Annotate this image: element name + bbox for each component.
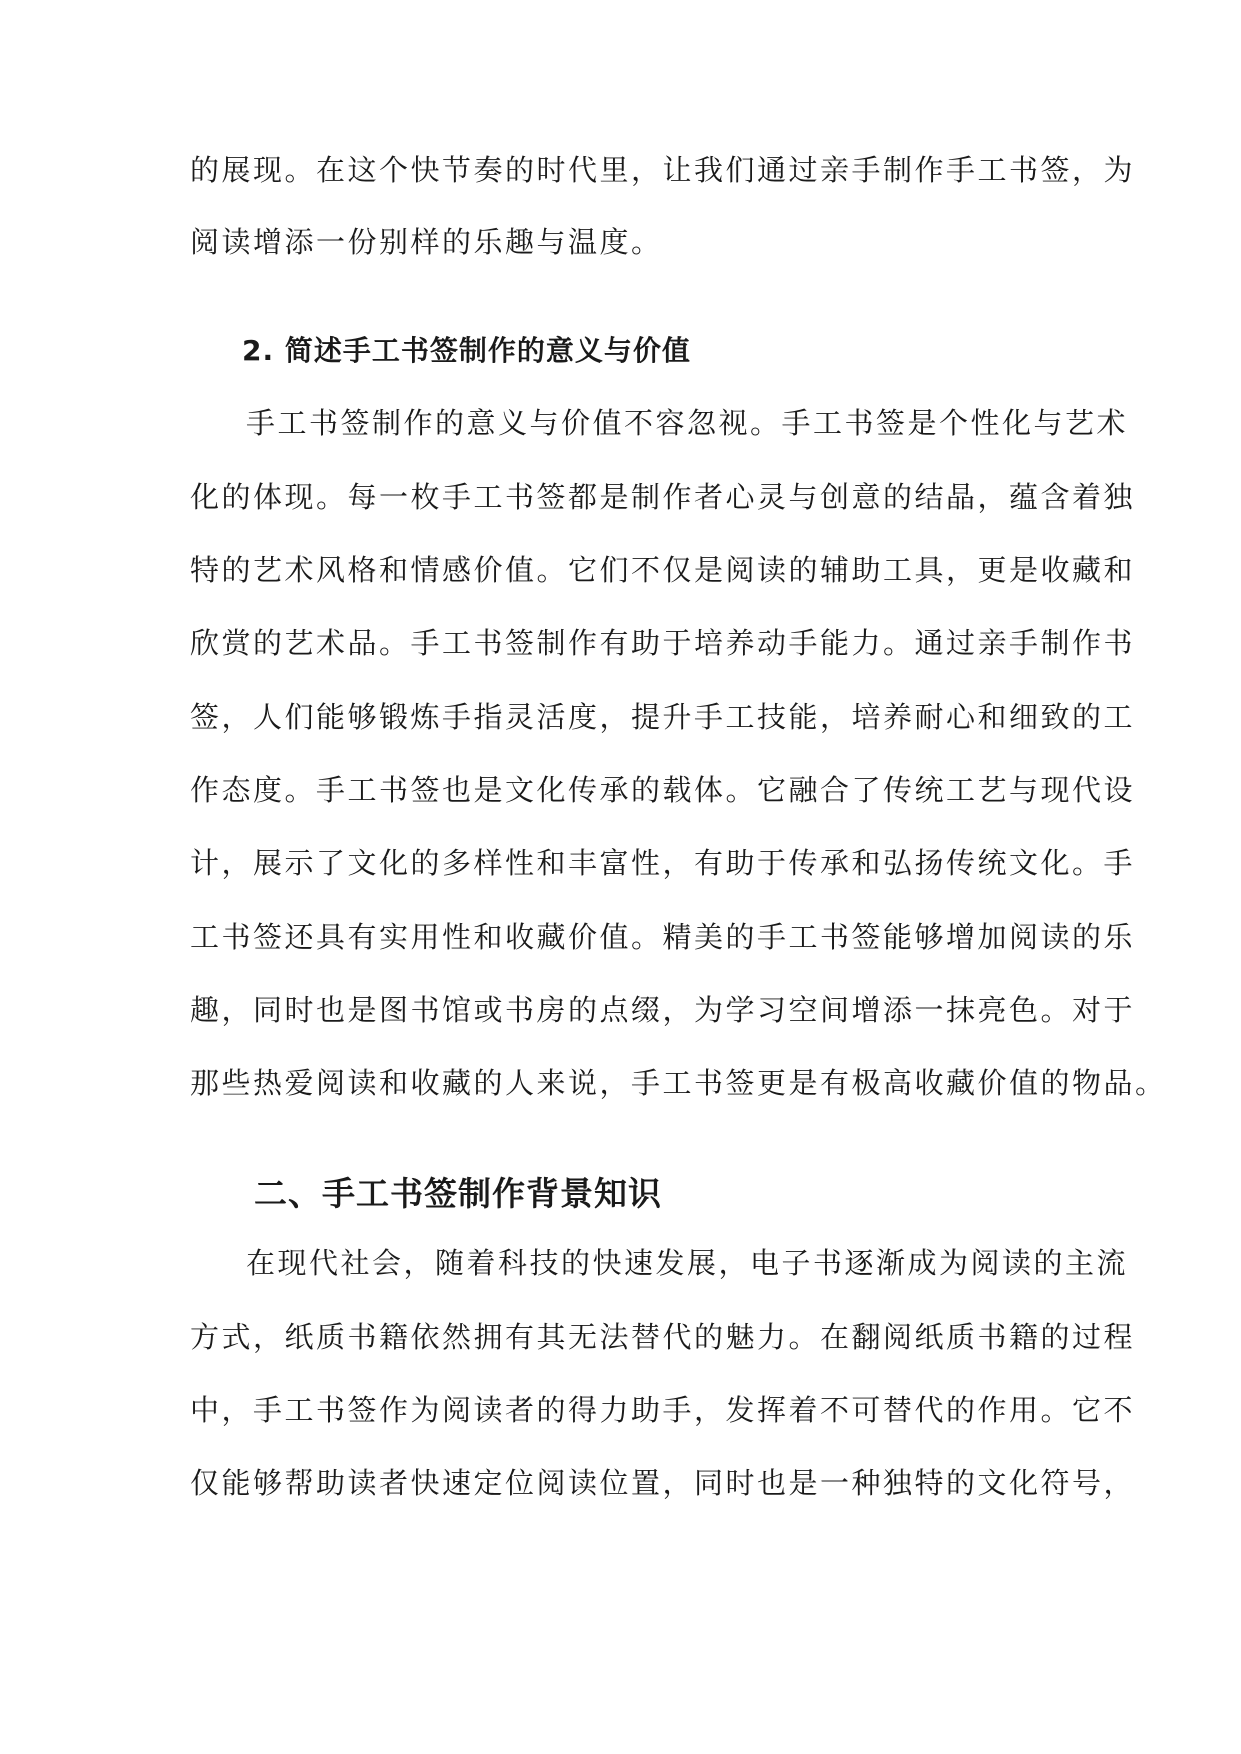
paragraph-line: 作态度。手工书签也是文化传承的载体。它融合了传统工艺与现代设 [190,773,1136,807]
paragraph-line: 阅读增添一份别样的乐趣与温度。 [190,225,663,259]
paragraph-line: 方式，纸质书籍依然拥有其无法替代的魅力。在翻阅纸质书籍的过程 [190,1320,1136,1354]
paragraph-line: 计，展示了文化的多样性和丰富性，有助于传承和弘扬传统文化。手 [190,846,1136,880]
paragraph-line: 趣，同时也是图书馆或书房的点缀，为学习空间增添一抹亮色。对于 [190,993,1136,1027]
paragraph-line: 工书签还具有实用性和收藏价值。精美的手工书签能够增加阅读的乐 [190,920,1136,954]
paragraph-line: 签，人们能够锻炼手指灵活度，提升手工技能，培养耐心和细致的工 [190,700,1136,734]
paragraph-line: 在现代社会，随着科技的快速发展，电子书逐渐成为阅读的主流 [246,1246,1129,1280]
paragraph-line: 化的体现。每一枚手工书签都是制作者心灵与创意的结晶，蕴含着独 [190,480,1136,514]
paragraph-line: 的展现。在这个快节奏的时代里，让我们通过亲手制作手工书签，为 [190,153,1136,187]
paragraph-line: 欣赏的艺术品。手工书签制作有助于培养动手能力。通过亲手制作书 [190,626,1136,660]
section-heading: 二、手工书签制作背景知识 [254,1174,662,1213]
paragraph-line: 特的艺术风格和情感价值。它们不仅是阅读的辅助工具，更是收藏和 [190,553,1136,587]
paragraph-line: 手工书签制作的意义与价值不容忽视。手工书签是个性化与艺术 [246,406,1129,440]
paragraph-line: 中，手工书签作为阅读者的得力助手，发挥着不可替代的作用。它不 [190,1393,1136,1427]
paragraph-line: 那些热爱阅读和收藏的人来说，手工书签更是有极高收藏价值的物品。 [190,1066,1167,1100]
paragraph-line: 仅能够帮助读者快速定位阅读位置，同时也是一种独特的文化符号， [190,1466,1136,1500]
subsection-heading: 2. 简述手工书签制作的意义与价值 [242,334,691,367]
